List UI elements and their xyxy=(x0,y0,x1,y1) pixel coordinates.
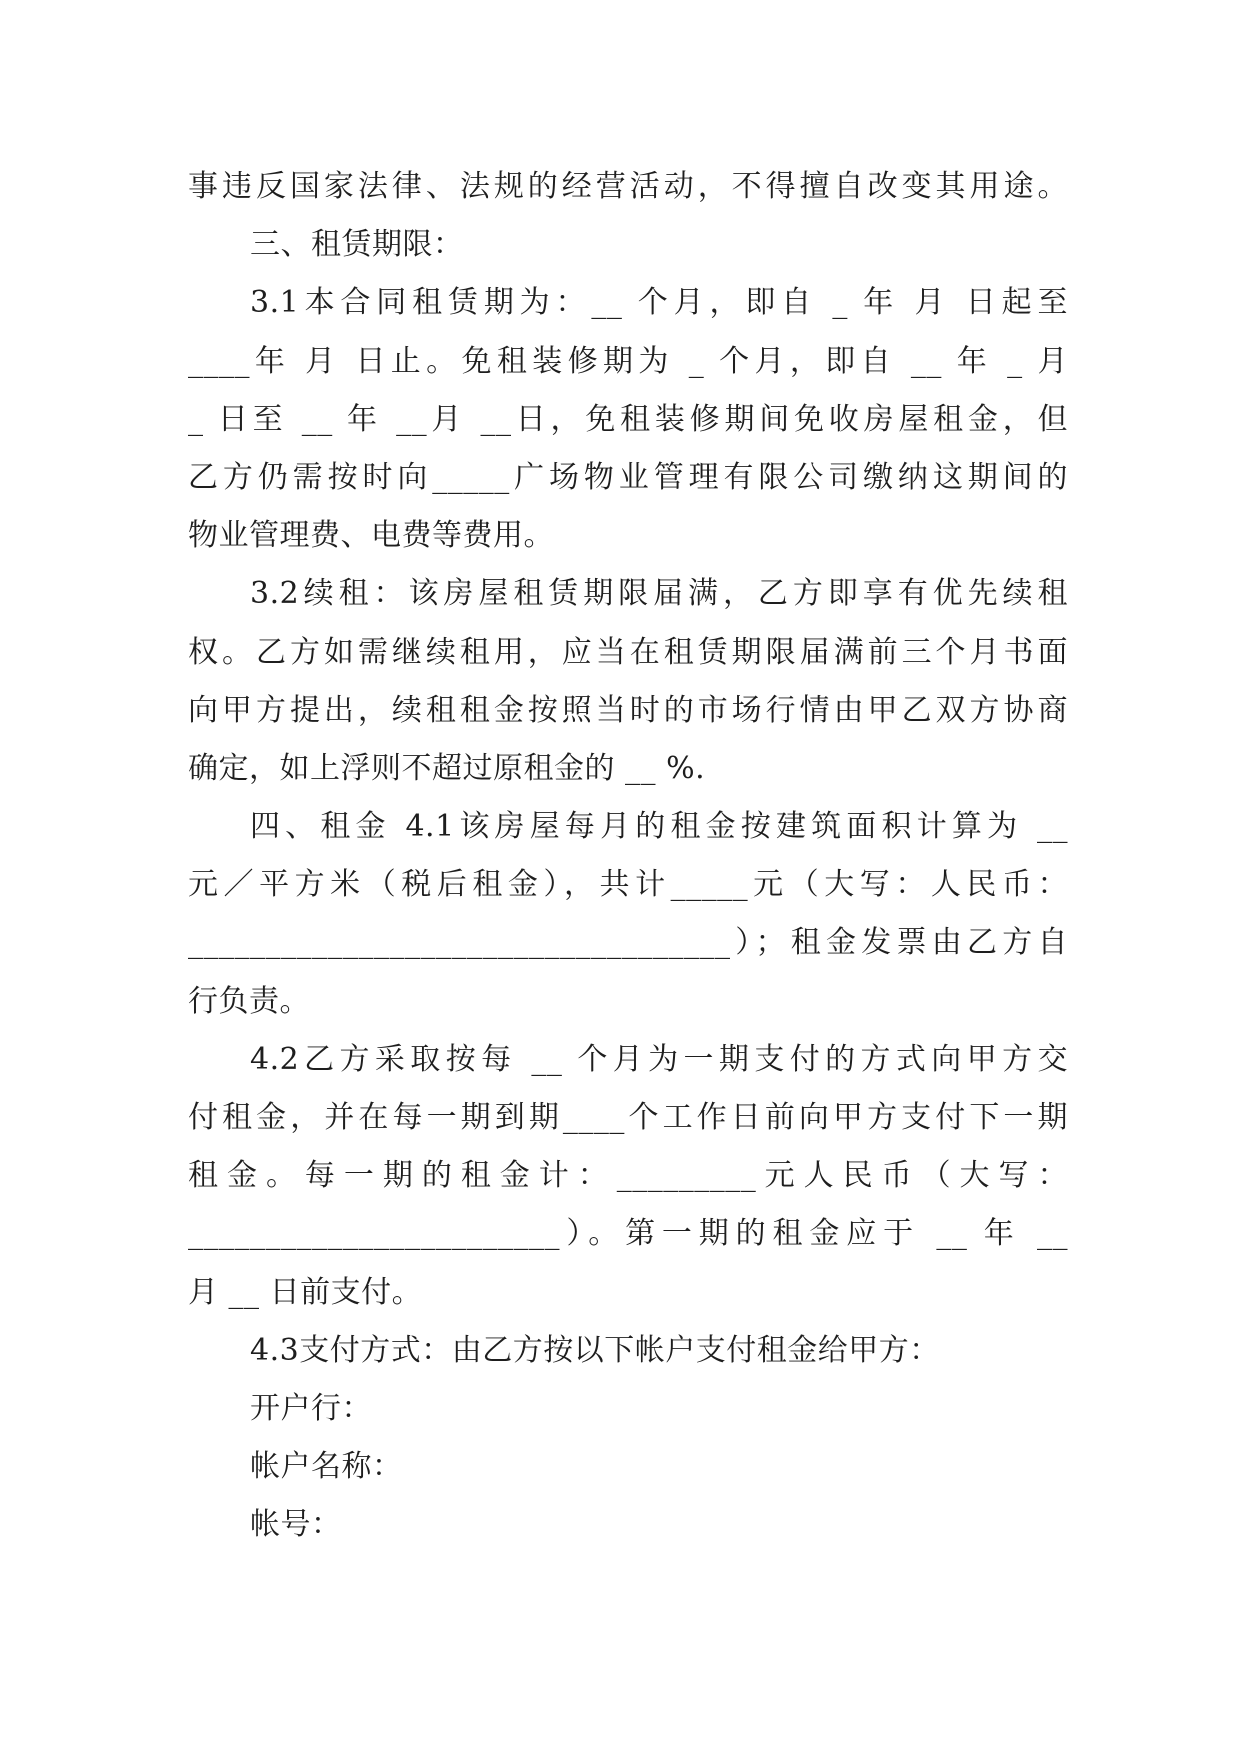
paragraph-line: 4.3支付方式：由乙方按以下帐户支付租金给甲方： xyxy=(250,1332,940,1368)
paragraph-line: 权。乙方如需继续租用，应当在租赁期限届满前三个月书面 xyxy=(188,634,1068,670)
paragraph-line: 3.2续租：该房屋租赁期限届满，乙方即享有优先续租 xyxy=(250,576,1068,612)
paragraph-line: 4.2乙方采取按每 __ 个月为一期支付的方式向甲方交 xyxy=(250,1041,1068,1077)
section-heading-lease-term: 三、租赁期限： xyxy=(250,227,464,263)
paragraph-line: ___________________________________）；租金发票由乙方自 xyxy=(188,925,1068,961)
paragraph-line: 行负责。 xyxy=(188,983,310,1019)
paragraph-line: 付租金，并在每一期到期____个工作日前向甲方支付下一期 xyxy=(188,1100,1068,1135)
paragraph-line: 向甲方提出，续租租金按照当时的市场行情由甲乙双方协商 xyxy=(188,692,1068,728)
paragraph-line: 租金。每一期的租金计：_________元人民币（大写： xyxy=(188,1158,1068,1194)
paragraph-line: 3.1本合同租赁期为：__ 个月，即自 _ 年 月 日起至 xyxy=(250,285,1068,321)
paragraph-line: 事违反国家法律、法规的经营活动，不得擅自改变其用途。 xyxy=(188,169,1068,204)
paragraph-line: 月 __ 日前支付。 xyxy=(188,1274,423,1310)
account-name-label: 帐户名称： xyxy=(250,1449,403,1485)
paragraph-line: 元／平方米（税后租金），共计_____元（大写：人民币： xyxy=(188,867,1068,903)
paragraph-line: ________________________）。第一期的租金应于 __ 年 __ xyxy=(188,1216,1068,1252)
section-heading-rent: 四、租金 4.1该房屋每月的租金按建筑面积计算为 __ xyxy=(250,809,1068,845)
bank-name-label: 开户行： xyxy=(250,1390,372,1426)
paragraph-line: _ 日至 __ 年 __月 __日，免租装修期间免收房屋租金，但 xyxy=(188,401,1068,437)
paragraph-line: 物业管理费、电费等费用。 xyxy=(188,518,554,554)
document-body xyxy=(188,158,1068,1555)
account-number-label: 帐号： xyxy=(250,1507,342,1543)
paragraph-line: 确定，如上浮则不超过原租金的 __ %. xyxy=(188,750,706,786)
paragraph-line: ____年 月 日止。免租装修期为 _ 个月，即自 __ 年 _ 月 xyxy=(188,343,1068,379)
paragraph-line: 乙方仍需按时向_____广场物业管理有限公司缴纳这期间的 xyxy=(188,459,1068,495)
